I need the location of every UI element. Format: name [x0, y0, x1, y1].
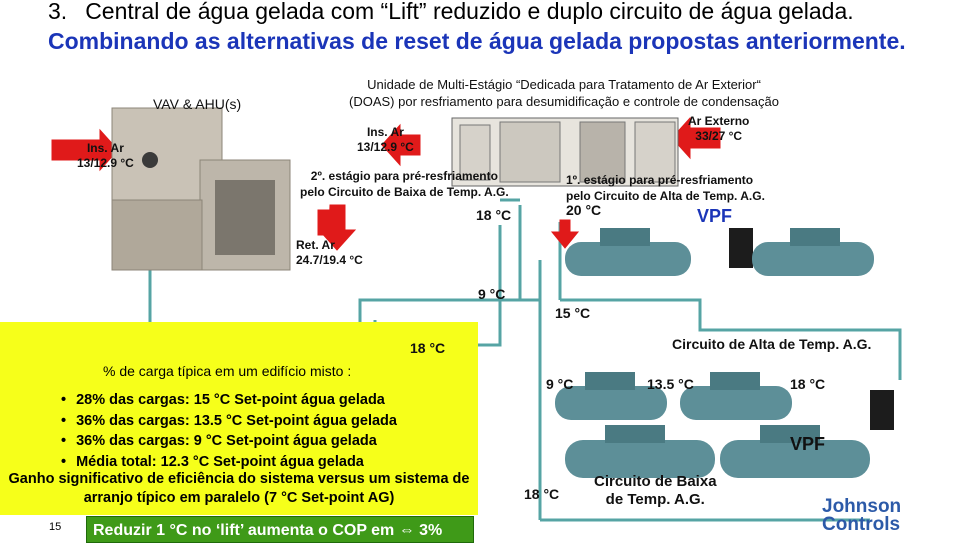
chiller-4: [680, 372, 792, 420]
efficiency-gain-text: Ganho significativo de eficiência do sistema versus um sistema de arranjo típico em paralelo (7 °C Set-point AG): [8, 471, 470, 506]
load-profile-list: [61, 390, 397, 472]
vav-ahu-label: VAV & AHU(s): [153, 96, 242, 112]
ret-ar-label: Ret. Ar 24.7/19.4 °C: [296, 238, 363, 267]
slide-title-line1: 3. Central de água gelada com “Lift” reduzido e duplo circuito de água gelada.: [48, 0, 854, 24]
list-item: • 28% das cargas: 15 °C Set-point água gelada: [61, 390, 397, 411]
circuit-low-label: Circuito de Baixa de Temp. A.G.: [594, 473, 717, 508]
temp-18-top: 18 °C: [476, 207, 512, 223]
chiller-5: [565, 425, 715, 478]
vpf-bottom-label: VPF: [790, 434, 826, 454]
stage1-label: 1º. estágio para pré-resfriamento pelo Circuito de Alta de Temp. A.G.: [566, 173, 765, 203]
lift-banner: Reduzir 1 °C no ‘lift’ aumenta o COP em ⇔ 3%: [86, 516, 474, 543]
ret-ar-arrow-top: [318, 210, 332, 235]
temp-20: 20 °C: [566, 202, 602, 218]
stage2-label: 2º. estágio para pré-resfriamento pelo Circuito de Baixa de Temp. A.G.: [300, 169, 509, 199]
temp-18-left: 18 °C: [410, 340, 446, 356]
ins-ar-mid-label: Ins. Ar 13/12.9 °C: [357, 125, 414, 154]
circuit-high-label: Circuito de Alta de Temp. A.G.: [672, 336, 872, 352]
vpf-top-label: VPF: [697, 206, 733, 226]
list-item: • Média total: 12.3 °C Set-point água gelada: [61, 452, 397, 473]
temp-13-5: 13.5 °C: [647, 376, 694, 392]
ahu-unit: [112, 108, 290, 270]
temp-15: 15 °C: [555, 305, 591, 321]
chiller-1: [565, 228, 691, 276]
slide-title-line2: Combinando as alternativas de reset de água gelada propostas anteriormente.: [48, 28, 906, 54]
page-number: 15: [49, 521, 62, 533]
chiller-2: [752, 228, 874, 276]
load-profile-title: % de carga típica em um edifício misto :: [103, 363, 352, 379]
johnson-controls-logo: Johnson Controls: [822, 496, 902, 535]
temp-18-bottom: 18 °C: [524, 486, 560, 502]
doas-title: Unidade de Multi-Estágio “Dedicada para Tratamento de Ar Exterior“ (DOAS) por resfriamento para desumidificação e controle de condensação: [349, 77, 779, 109]
temp-9-low: 9 °C: [546, 376, 574, 392]
list-item: • 36% das cargas: 13.5 °C Set-point água gelada: [61, 411, 397, 432]
list-item: • 36% das cargas: 9 °C Set-point água gelada: [61, 431, 397, 452]
temp-18-right: 18 °C: [790, 376, 826, 392]
ins-ar-left-label: Ins. Ar 13/12.9 °C: [77, 141, 134, 170]
vpf-drive-bottom: [870, 390, 894, 430]
ar-externo-label: Ar Externo 33/27 °C: [688, 114, 750, 143]
vpf-drive-top: [729, 228, 753, 268]
temp-9-mid: 9 °C: [478, 286, 506, 302]
